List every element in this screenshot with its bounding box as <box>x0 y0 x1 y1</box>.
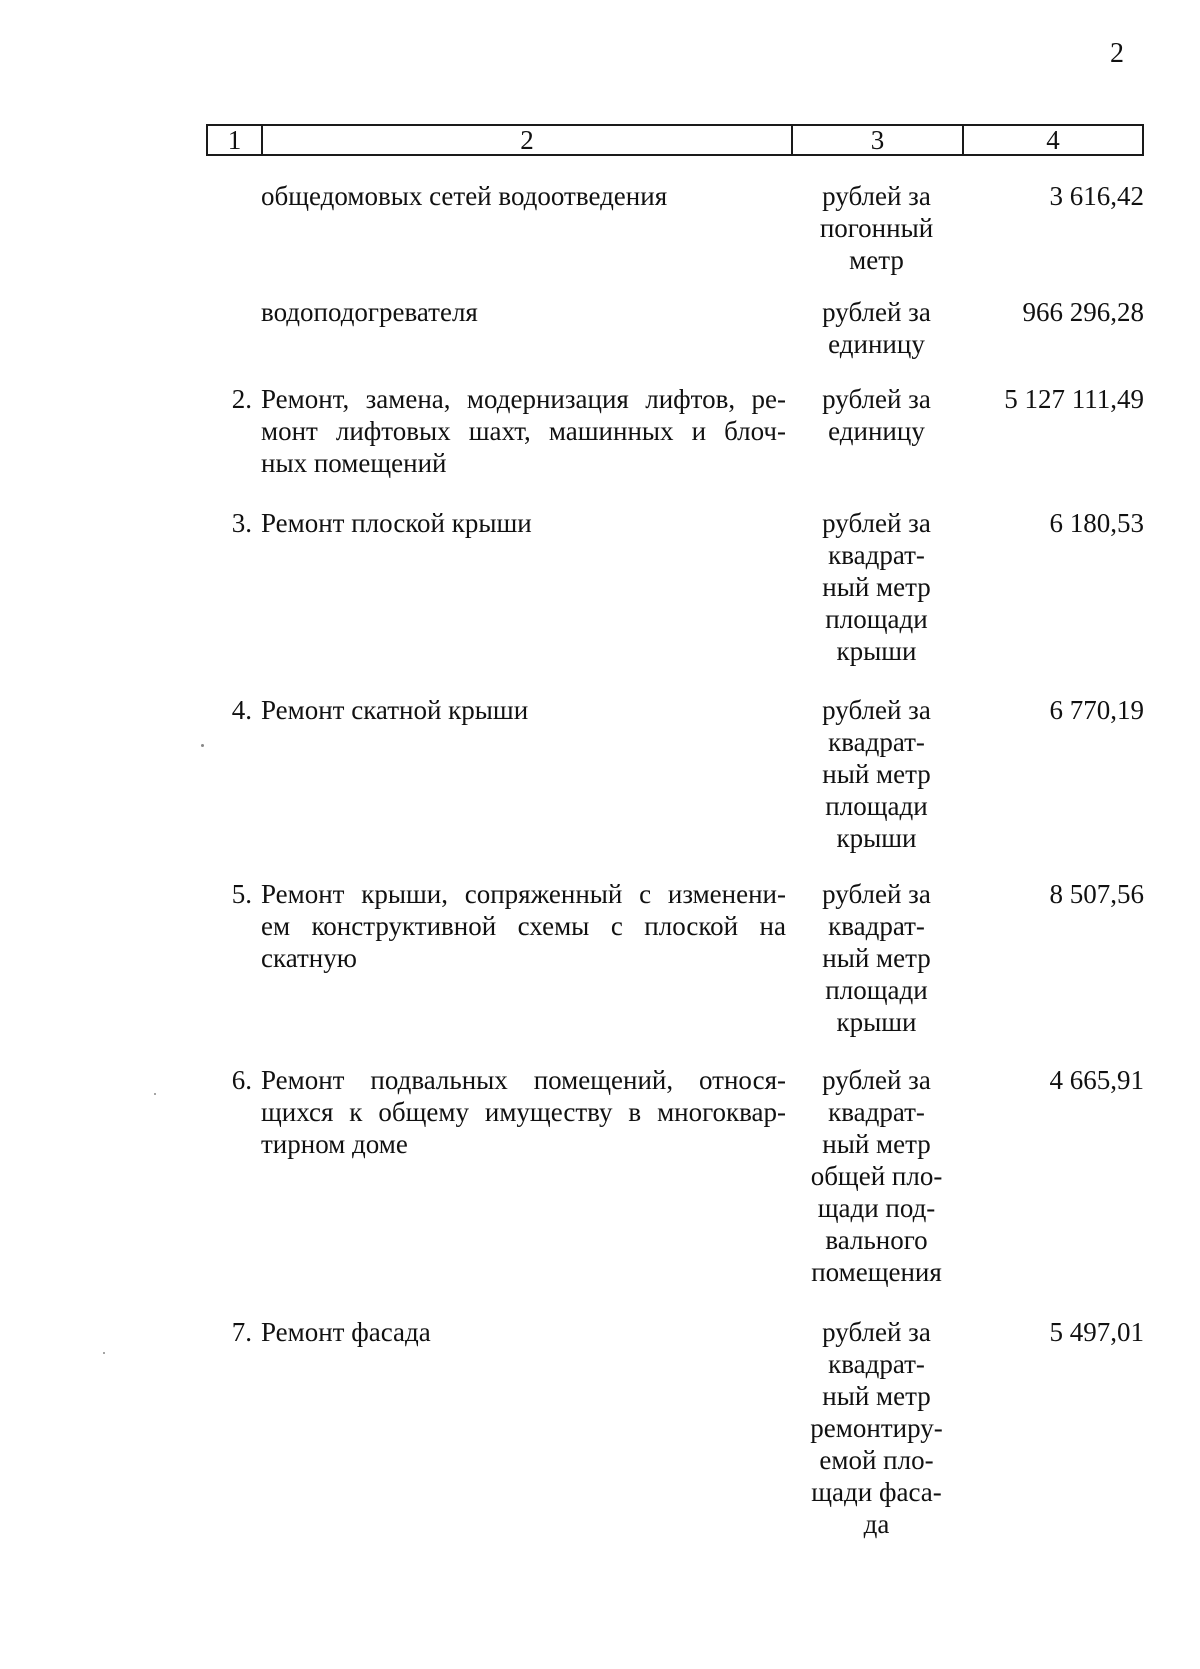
description-line: тирном доме <box>261 1129 408 1159</box>
row-value: 6 770,19 <box>1049 695 1144 725</box>
row-unit: рублей за квадрат- ный метр площади крыши <box>822 508 931 666</box>
row-value: 4 665,91 <box>1049 1065 1144 1095</box>
header-col-2: 2 <box>263 126 793 154</box>
description-line: водоподогревателя <box>261 297 478 327</box>
row-number: 5. <box>231 879 252 909</box>
row-number: 7. <box>231 1317 252 1347</box>
row-description <box>261 296 786 328</box>
description-line: Ремонт подвальных помещений, относя- <box>261 1065 786 1095</box>
description-line: Ремонт плоской крыши <box>261 508 532 538</box>
page-number: 2 <box>1110 38 1124 69</box>
header-col-4: 4 <box>1046 125 1060 155</box>
description-line: скатную <box>261 943 357 973</box>
row-value: 8 507,56 <box>1049 879 1144 909</box>
description-line: щихся к общему имуществу в многоквар- <box>261 1097 786 1127</box>
description-line: общедомовых сетей водоотведения <box>261 181 668 211</box>
row-unit: рублей за квадрат- ный метр площади крыши <box>822 879 931 1037</box>
row-description <box>261 694 786 726</box>
row-number: 6. <box>231 1065 252 1095</box>
description-line: Ремонт скатной крыши <box>261 695 529 725</box>
row-value: 6 180,53 <box>1049 508 1144 538</box>
row-description <box>261 507 786 539</box>
header-col-3: 3 <box>793 126 964 154</box>
row-description <box>261 878 786 974</box>
row-unit: рублей за единицу <box>822 384 931 446</box>
row-description <box>261 1064 786 1160</box>
description-line: Ремонт, замена, модернизация лифтов, ре- <box>261 384 786 414</box>
description-line: Ремонт фасада <box>261 1317 431 1347</box>
row-number: 3. <box>231 508 252 538</box>
description-line: монт лифтовых шахт, машинных и блоч- <box>261 416 786 446</box>
row-unit: рублей за погонный метр <box>819 181 934 275</box>
scan-speck <box>103 1352 105 1354</box>
scan-speck <box>201 744 204 747</box>
row-value: 5 127 111,49 <box>1004 384 1144 414</box>
row-value: 3 616,42 <box>1049 181 1144 211</box>
row-unit: рублей за квадрат- ный метр ремонтиру- емой пло- щади фаса- да <box>810 1317 943 1539</box>
header-col-1: 1 <box>208 126 263 154</box>
row-number: 2. <box>231 384 252 414</box>
description-line: Ремонт крыши, сопряженный с изменени- <box>261 879 786 909</box>
row-description <box>261 1316 786 1348</box>
row-description <box>261 383 786 479</box>
description-line: ем конструктивной схемы с плоской на <box>261 911 786 941</box>
row-unit: рублей за единицу <box>822 297 931 359</box>
row-number: 4. <box>231 695 252 725</box>
table-header <box>206 124 1144 156</box>
row-value: 966 296,28 <box>1022 297 1144 327</box>
row-description <box>261 180 786 212</box>
row-value: 5 497,01 <box>1049 1317 1144 1347</box>
description-line: ных помещений <box>261 448 447 478</box>
row-unit: рублей за квадрат- ный метр общей пло- щади под- вального помещения <box>810 1065 943 1287</box>
scan-speck <box>154 1093 156 1095</box>
row-unit: рублей за квадрат- ный метр площади крыши <box>822 695 931 853</box>
